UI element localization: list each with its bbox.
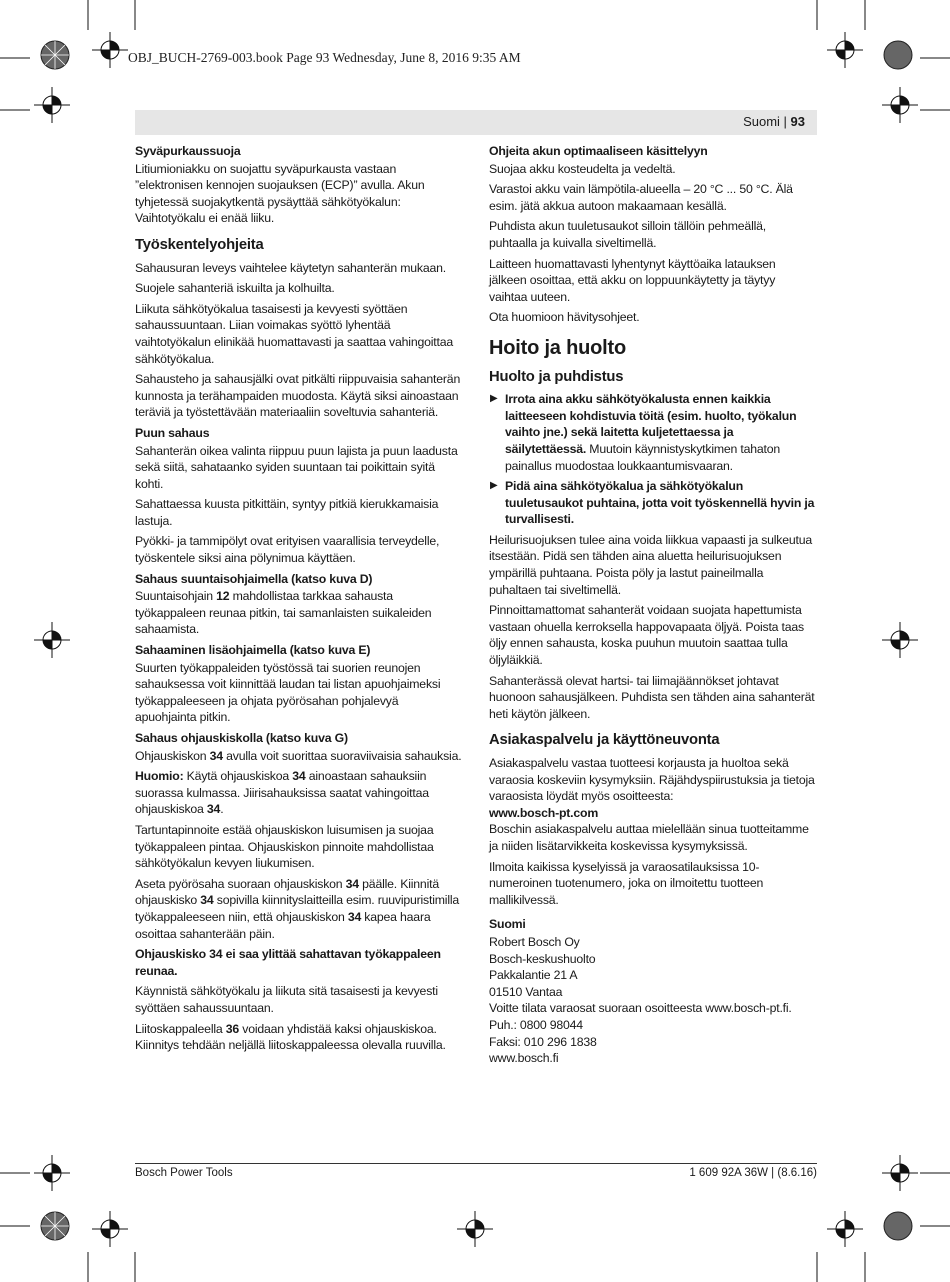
paragraph [135, 588, 462, 638]
paragraph [135, 876, 462, 942]
text: Ohjauskiskon [135, 748, 210, 763]
address-line: Voitte tilata varaosat suoraan osoitteesta www.bosch-pt.fi. [489, 1001, 792, 1016]
text: avulla voit suorittaa suoraviivaisia sahauksia. [222, 748, 462, 763]
warning-paragraph: Ohjauskisko 34 ei saa ylittää sahattavan työkappaleen reunaa. [135, 947, 441, 978]
file-slug-line: OBJ_BUCH-2769-003.book Page 93 Wednesday, June 8, 2016 9:35 AM [128, 50, 521, 65]
bullet-item [489, 391, 816, 474]
heading-suuntaisohjain: Sahaus suuntaisohjaimella (katso kuva D) [135, 571, 373, 586]
ref-number: 34 [209, 748, 223, 763]
paragraph: Pyökki- ja tammipölyt ovat erityisen vaarallisia terveydelle, työskentele siksi aina pölynimua käyttäen. [135, 534, 440, 566]
paragraph: Suojele sahanteriä iskuilta ja kolhuilta. [135, 281, 335, 296]
paragraph: Ota huomioon hävitysohjeet. [489, 310, 640, 325]
text: Aseta pyörösaha suoraan ohjauskiskon [135, 876, 346, 891]
bullet-bold-text: Irrota aina akku sähkötyökalusta ennen kaikkia laitteeseen kohdistuvia töitä (esim. huolto, työkalun vaihto jne.) sekä laitetta kuljetettaessa ja säilytettäessä. [505, 392, 797, 456]
header-language: Suomi [743, 114, 780, 129]
text: päälle. Kiinnitä ohjauskisko [135, 876, 439, 908]
heading-ohjauskisko: Sahaus ohjauskiskolla (katso kuva G) [135, 731, 348, 745]
ref-number: 36 [225, 1021, 240, 1036]
paragraph: Suurten työkappaleiden työstössä tai suorien reunojen sahauksessa voit kiinnittää laudan tai listan apuohjaimeksi työkappaleeseen ja ohjata pyörösahan pohjalevyä apuohjainta pitkin. [135, 660, 441, 725]
bosch-pt-link[interactable]: www.bosch-pt.com [489, 805, 599, 820]
heading-asiakaspalvelu: Asiakaspalvelu ja käyttöneuvonta [489, 732, 720, 749]
text: sopivilla kiinnityslaitteilla esim. ruuvipuristimilla työkappaleeseen niin, että ohjauskiskon [135, 893, 460, 924]
paragraph: Ilmoita kaikissa kyselyissä ja varaosatilauksissa 10-numeroinen tuotenumero, joka on ilmoitettu tuotteen mallikilvessä. [489, 859, 764, 907]
paragraph: Sahanterässä olevat hartsi- tai liimajäännökset johtavat huonoon sahausjälkeen. Puhdista sen tähden aina sahanterät heti käytön jälkeen. [489, 673, 815, 721]
paragraph [135, 1021, 462, 1054]
paragraph: Sahattaessa kuusta pitkittäin, syntyy pitkiä kierukkamaisia lastuja. [135, 497, 439, 528]
address-line: Pakkalantie 21 A [489, 968, 578, 983]
paragraph: Boschin asiakaspalvelu auttaa mielellään sinua tuotteitamme ja niiden lisätarvikkeita koskevissa kysymyksissä. [489, 822, 809, 853]
right-column [489, 143, 816, 1067]
text: kapea haara osoittaa sahanterään päin. [135, 909, 431, 941]
ref-number: 12 [216, 589, 230, 604]
paragraph: Laitteen huomattavasti lyhentynyt käyttöaika latauksen jälkeen osoittaa, että akku on loppuunkäytetty ja täytyy vaihtaa uuteen. [489, 256, 776, 304]
heading-puun-sahaus: Puun sahaus [135, 425, 210, 440]
ref-number: 34 [292, 769, 306, 784]
paragraph [135, 748, 462, 765]
text: . [220, 802, 224, 817]
address-line: Robert Bosch Oy [489, 934, 580, 949]
text: Käytä ohjauskiskoa [183, 769, 293, 784]
heading-suomi: Suomi [489, 917, 526, 932]
paragraph: Asiakaspalvelu vastaa tuotteesi korjausta ja huoltoa sekä varaosia koskeviin kysymyksiin. Räjähdyspiirustuksia ja tietoja varaosista löydät myös osoitteesta: [489, 756, 815, 804]
text: mahdollistaa tarkkaa sahausta työkappaleen reunaa pitkin, tai samanlaisten suikaleiden sahaamista. [135, 589, 432, 637]
address-line: 01510 Vantaa [489, 984, 563, 999]
paragraph [135, 768, 462, 818]
text: ainoastaan sahauksiin suorassa kulmassa. Jiirisahauksissa saatat vahingoittaa ohjauskiskoa [135, 769, 429, 817]
paragraph: Sahausteho ja sahausjälki ovat pitkälti riippuvaisia sahanterän kunnosta ja terähampaiden muodosta. Käytä siksi ainoastaan teräviä ja työstettävään materiaaliin soveltuvia sahanteriä. [135, 372, 461, 420]
paragraph: Varastoi akku vain lämpötila-alueella – 20 °C ... 50 °C. Älä esim. jätä akkua autoon makaamaan kesällä. [489, 182, 793, 213]
ref-number: 34 [345, 876, 359, 891]
running-header [135, 110, 817, 135]
bullet-triangle-icon: ▶ [490, 480, 498, 492]
ref-number: 34 [206, 802, 221, 817]
address-line: Bosch-keskushuolto [489, 951, 596, 966]
bullet-item [489, 478, 816, 528]
heading-hoito-ja-huolto: Hoito ja huolto [489, 336, 626, 359]
address-line: Puh.: 0800 98044 [489, 1017, 583, 1032]
text: voidaan yhdistää kaksi ohjauskiskoa. Kiinnitys tehdään neljällä liitoskappaleessa olevalla ruuvilla. [135, 1021, 446, 1053]
paragraph: Sahanterän oikea valinta riippuu puun lajista ja puun laadusta sekä siitä, sahataanko syiden suuntaan tai poikittain syitä kohti. [135, 443, 458, 491]
address-block [489, 934, 816, 1067]
paragraph: Puhdista akun tuuletusaukot silloin tällöin pehmeällä, puhtaalla ja kuivalla siveltimellä. [489, 219, 766, 250]
paragraph: Käynnistä sähkötyökalu ja liikuta sitä tasaisesti ja kevyesti syöttäen sahaussuuntaan. [135, 984, 438, 1015]
paragraph: Sahausuran leveys vaihtelee käytetyn sahanterän mukaan. [135, 260, 446, 275]
paragraph: Pinnoittamattomat sahanterät voidaan suojata hapettumista vastaan ohuella kerroksella happovapaata öljyä. Poista taas öljy ennen sahausta, koska puuhun muutoin saattaa tulla öljyläikkiä. [489, 603, 804, 668]
heading-huolto-ja-puhdistus: Huolto ja puhdistus [489, 368, 624, 385]
header-separator: | [779, 114, 791, 129]
website-link[interactable]: www.bosch.fi [489, 1051, 559, 1066]
address-line: Faksi: 010 296 1838 [489, 1034, 597, 1049]
footer-brand: Bosch Power Tools [135, 1167, 233, 1179]
page-number: 93 [790, 114, 805, 129]
heading-tyoskentelyohjeita: Työskentelyohjeita [135, 236, 264, 253]
bullet-text: Muutoin käynnistyskytkimen tahaton painallus muodostaa loukkaantumisvaaran. [505, 441, 781, 473]
bullet-bold-text: Pidä aina sähkötyökalua ja sähkötyökalun tuuletusaukot puhtaina, jotta voit työskennellä hyvin ja turvallisesti. [505, 479, 815, 527]
bullet-triangle-icon: ▶ [490, 393, 498, 405]
heading-akun-kasittely: Ohjeita akun optimaaliseen käsittelyyn [489, 144, 708, 158]
footer-doc-number: 1 609 92A 36W | (8.6.16) [689, 1167, 817, 1179]
header-language-page [743, 114, 805, 129]
paragraph: Tartuntapinnoite estää ohjauskiskon luisumisen ja suojaa työkappaleen pintaa. Ohjauskiskon pinnoite mahdollistaa sähkötyökalun kevyen liukumisen. [135, 822, 434, 871]
footer-rule [135, 1163, 817, 1164]
paragraph: Litiumioniakku on suojattu syväpurkausta vastaan ”elektronisen kennojen suojauksen (ECP)” avulla. Akun tyhjetessä suojakytkentä pysäyttää sähkötyökalun: Vaihtotyökalu ei enää liiku. [135, 161, 425, 226]
paragraph: Heilurisuojuksen tulee aina voida liikkua vapaasti ja sulkeutua itsestään. Pidä sen tähden aina aluetta heilurisuojuksen ympärillä puhtaana. Poista pöly ja lastut paineilmalla puhaltaen tai siveltimellä. [489, 532, 813, 597]
paragraph: Liikuta sähkötyökalua tasaisesti ja kevyesti syöttäen sahaussuuntaan. Liian voimakas syöttö lyhentää vaihtotyökalun elinikää huomattavasti ja saattaa vahingoittaa sähkötyökalua. [135, 301, 453, 366]
paragraph: Suojaa akku kosteudelta ja vedeltä. [489, 161, 676, 176]
text: Suuntaisohjain [135, 589, 217, 604]
note-label: Huomio: [135, 769, 184, 784]
heading-syvapurkaussuoja: Syväpurkaussuoja [135, 144, 241, 158]
ref-number: 34 [200, 893, 214, 908]
left-column [135, 143, 462, 1058]
text: Liitoskappaleella [135, 1021, 226, 1036]
ref-number: 34 [347, 909, 362, 924]
heading-lisaohjain: Sahaaminen lisäohjaimella (katso kuva E) [135, 643, 371, 658]
